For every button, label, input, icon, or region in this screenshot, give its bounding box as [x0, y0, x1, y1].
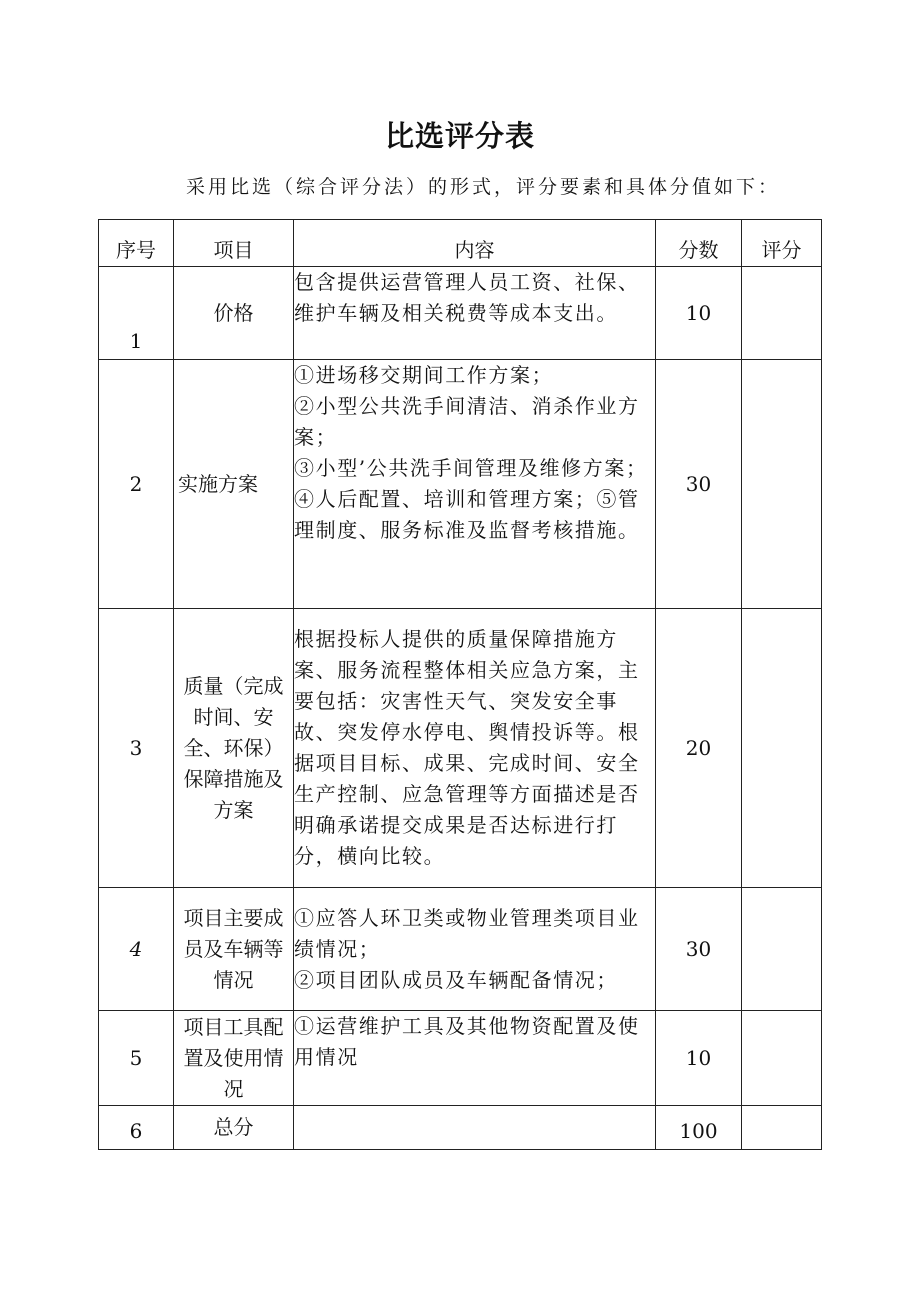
page-title: 比选评分表 — [384, 119, 535, 153]
row-item: 项目工具配置及使用情况 — [174, 1011, 294, 1106]
row-grade[interactable] — [742, 360, 822, 609]
row-points: 10 — [656, 267, 742, 360]
row-points: 10 — [656, 1011, 742, 1106]
row-points: 20 — [656, 609, 742, 888]
header-content: 内容 — [294, 220, 656, 267]
scoring-table — [98, 219, 822, 1150]
content-line: 包含提供运营管理人员工资、社保、维护车辆及相关税费等成本支出。 — [294, 270, 640, 325]
content-line: ①进场移交期间工作方案； — [294, 363, 554, 387]
row-points: 30 — [656, 888, 742, 1011]
content-line: ①运营维护工具及其他物资配置及使用情况 — [294, 1014, 640, 1069]
table-row — [99, 1106, 822, 1150]
row-no: 6 — [99, 1106, 174, 1150]
row-item: 质量（完成时间、安全、环保）保障措施及方案 — [174, 609, 294, 888]
row-no: 2 — [99, 360, 174, 609]
row-item: 实施方案 — [174, 360, 294, 609]
row-content — [294, 360, 656, 609]
row-item: 项目主要成员及车辆等情况 — [174, 888, 294, 1011]
table-row — [99, 267, 822, 360]
content-line: ②项目团队成员及车辆配备情况； — [294, 967, 618, 992]
content-line: ①应答人环卫类或物业管理类项目业绩情况； — [294, 905, 640, 961]
row-points: 100 — [656, 1106, 742, 1150]
row-points: 30 — [656, 360, 742, 609]
row-no: 3 — [99, 609, 174, 888]
row-no: 5 — [99, 1011, 174, 1106]
row-grade[interactable] — [742, 609, 822, 888]
row-content — [294, 1011, 656, 1106]
row-grade[interactable] — [742, 888, 822, 1011]
row-item: 价格 — [174, 267, 294, 360]
table-row — [99, 888, 822, 1011]
content-line: ②小型公共洗手间清洁、消杀作业方案； — [294, 394, 640, 449]
row-content — [294, 609, 656, 888]
row-content — [294, 888, 656, 1011]
row-grade[interactable] — [742, 1106, 822, 1150]
row-content — [294, 267, 656, 360]
row-item: 总分 — [174, 1106, 294, 1150]
row-content — [294, 1106, 656, 1150]
row-no: 1 — [99, 267, 174, 360]
header-item: 项目 — [174, 220, 294, 267]
row-grade[interactable] — [742, 1011, 822, 1106]
header-row — [99, 220, 822, 267]
table-row — [99, 360, 822, 609]
header-grade: 评分 — [742, 220, 822, 267]
row-no: 4 — [99, 888, 174, 1011]
header-points: 分数 — [656, 220, 742, 267]
content-line: ④人后配置、培训和管理方案；⑤管理制度、服务标准及监督考核措施。 — [294, 487, 640, 542]
header-no: 序号 — [99, 220, 174, 267]
table-row — [99, 1011, 822, 1106]
table-row — [99, 609, 822, 888]
content-line: 根据投标人提供的质量保障措施方案、服务流程整体相关应急方案，主要包括：灾害性天气、突发安全事故、突发停水停电、舆情投诉等。根据项目目标、成果、完成时间、安全生产控制、应急管理等方面描述是否明确承诺提交成果是否达标进行打分，横向比较。 — [294, 627, 640, 868]
content-line: ③小型’公共洗手间管理及维修方案； — [294, 456, 648, 480]
intro-text: 采用比选（综合评分法）的形式，评分要素和具体分值如下： — [186, 176, 781, 198]
row-grade[interactable] — [742, 267, 822, 360]
